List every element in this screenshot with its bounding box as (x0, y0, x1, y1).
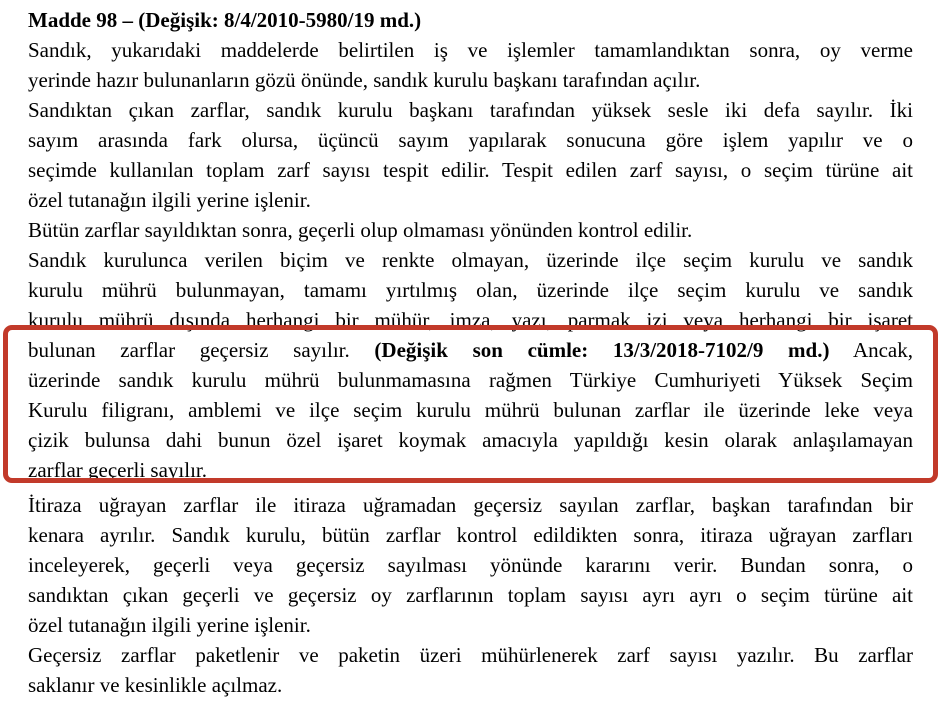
text-line (28, 305, 913, 335)
text-segment: kurulu mührü bulunmayan, tamamı yırtılmış olan, üzerinde ilçe seçim kurulu ve sandık (28, 278, 913, 302)
text-segment: kenara ayrılır. Sandık kurulu, bütün zarflar kontrol edildikten sonra, itiraza uğrayan zarfları (28, 523, 913, 547)
text-segment: Geçersiz zarflar paketlenir ve paketin üzeri mühürlenerek zarf sayısı yazılır. Bu zarflar (28, 643, 913, 667)
text-segment: üzerinde sandık kurulu mührü bulunmamasına rağmen Türkiye Cumhuriyeti Yüksek Seçim (28, 368, 913, 392)
text-line (28, 425, 913, 455)
text-segment: Sandık kurulunca verilen biçim ve renkte olmayan, üzerinde ilçe seçim kurulu ve sandık (28, 248, 913, 272)
text-segment: sandıktan çıkan geçerli ve geçersiz oy zarflarının toplam sayısı ayrı ayrı o seçim türüne ait (28, 583, 913, 607)
text-segment: Kurulu filigranı, amblemi ve ilçe seçim kurulu mührü bulunan zarflar ile üzerinde leke veya (28, 398, 913, 422)
text-line (28, 215, 913, 245)
text-segment: Sandık, yukarıdaki maddelerde belirtilen iş ve işlemler tamamlandıktan sonra, oy verme (28, 38, 913, 62)
text-segment: Ancak, (829, 338, 913, 362)
bold-text-segment: Madde 98 – (Değişik: 8/4/2010-5980/19 md.) (28, 8, 422, 32)
bold-text-segment: (Değişik son cümle: 13/3/2018-7102/9 md.) (374, 338, 830, 362)
text-line (28, 640, 913, 670)
text-line (28, 365, 913, 395)
text-segment: sayım arasında fark olursa, üçüncü sayım yapılarak sonucuna göre işlem yapılır ve o (28, 128, 913, 152)
text-line (28, 35, 913, 65)
text-segment: Bütün zarflar sayıldıktan sonra, geçerli olup olmaması yönünden kontrol edilir. (28, 218, 693, 242)
text-segment: yerinde hazır bulunanların gözü önünde, sandık kurulu başkanı tarafından açılır. (28, 68, 701, 92)
text-segment: inceleyerek, geçerli veya geçersiz sayılması yönünde kararını verir. Bundan sonra, o (28, 553, 913, 577)
text-line (28, 335, 913, 365)
text-line (28, 275, 913, 305)
text-segment: zarflar geçerli sayılır. (28, 458, 207, 482)
text-segment: özel tutanağın ilgili yerine işlenir. (28, 613, 311, 637)
text-line (28, 395, 913, 425)
text-segment: saklanır ve kesinlikle açılmaz. (28, 673, 283, 697)
text-line (28, 520, 913, 550)
text-line (28, 550, 913, 580)
text-segment: İtiraza uğrayan zarflar ile itiraza uğramadan geçersiz sayılan zarflar, başkan tarafından bir (28, 493, 913, 517)
text-line (28, 245, 913, 275)
text-line (28, 65, 913, 95)
text-line (28, 125, 913, 155)
text-line (28, 670, 913, 700)
text-line (28, 580, 913, 610)
text-line (28, 455, 913, 485)
text-segment: seçimde kullanılan toplam zarf sayısı tespit edilir. Tespit edilen zarf sayısı, o seçim türüne ait (28, 158, 913, 182)
heading-line (28, 5, 913, 35)
text-segment: özel tutanağın ilgili yerine işlenir. (28, 188, 311, 212)
text-line (28, 95, 913, 125)
text-segment: bulunan zarflar geçersiz sayılır. (28, 338, 375, 362)
text-segment: Sandıktan çıkan zarflar, sandık kurulu başkanı tarafından yüksek sesle iki defa sayılır. İki (28, 98, 913, 122)
text-segment: çizik bulunsa dahi bunun özel işaret koymak amacıyla yapıldığı kesin olarak anlaşılamayan (28, 428, 913, 452)
text-line (28, 490, 913, 520)
text-segment: kurulu mührü dışında herhangi bir mühür, imza, yazı, parmak izi veya herhangi bir işaret (28, 308, 913, 332)
text-line (28, 610, 913, 640)
text-line (28, 155, 913, 185)
text-line (28, 185, 913, 215)
text-column (28, 5, 913, 700)
